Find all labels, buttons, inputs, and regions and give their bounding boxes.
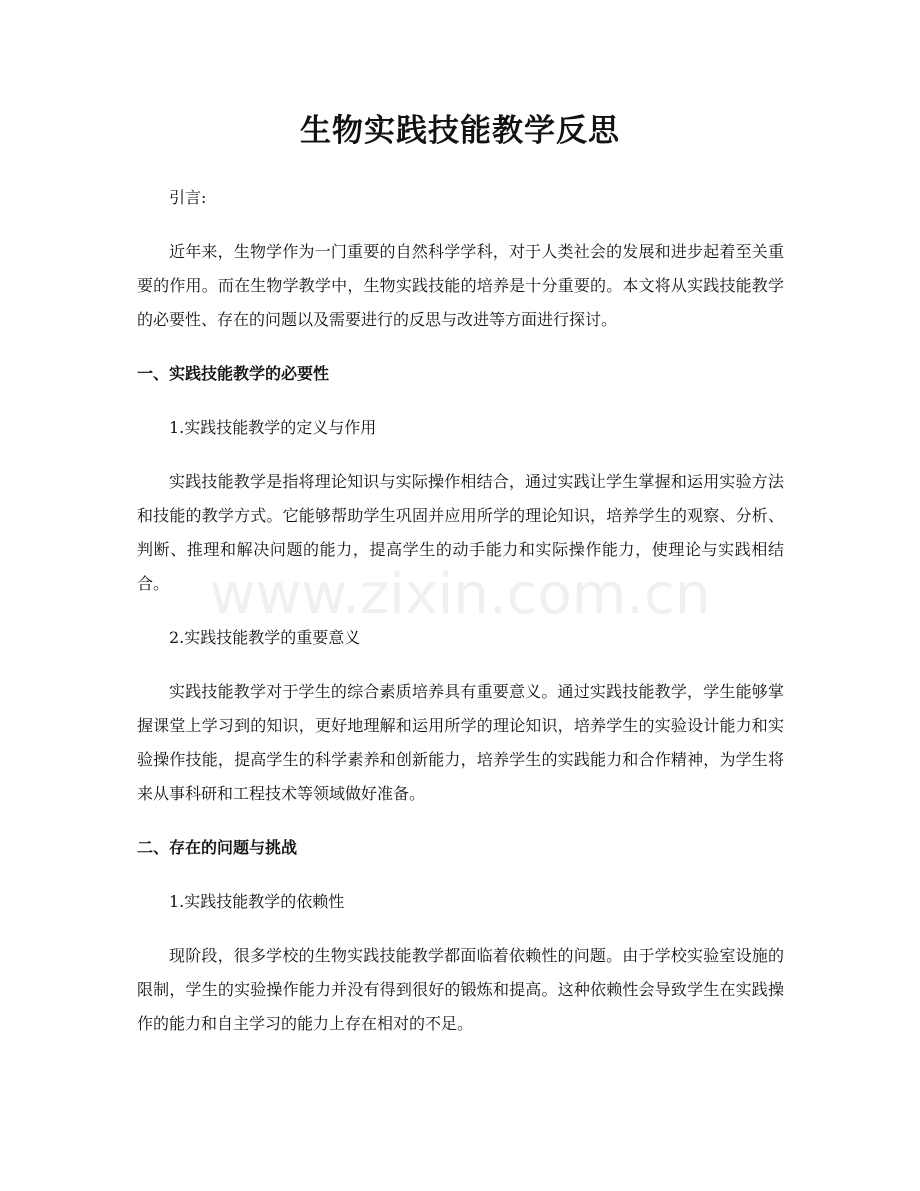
document-body: [137, 181, 784, 1061]
watermark: www.zixin.com.cn: [209, 562, 711, 627]
intro-paragraph: 近年来，生物学作为一门重要的自然科学学科，对于人类社会的发展和进步起着至关重要的作用。而在生物学教学中，生物实践技能的培养是十分重要的。本文将从实践技能教学的必要性、存在的问题以及需要进行的反思与改进等方面进行探讨。: [137, 242, 784, 329]
subsection-paragraph-1-2: 实践技能教学对于学生的综合素质培养具有重要意义。通过实践技能教学，学生能够掌握课堂上学习到的知识，更好地理解和运用所学的理论知识，培养学生的实验设计能力和实验操作技能，提高学生的科学素养和创新能力，培养学生的实践能力和合作精神，为学生将来从事科研和工程技术等领域做好准备。: [137, 682, 784, 803]
section-heading-2: 二、存在的问题与挑战: [137, 838, 298, 857]
subsection-heading-2-1: 1.实践技能教学的依赖性: [169, 892, 345, 911]
intro-label: 引言:: [169, 188, 207, 207]
subsection-heading-1-2: 2.实践技能教学的重要意义: [169, 628, 361, 647]
subsection-paragraph-1-1: 实践技能教学是指将理论知识与实际操作相结合，通过实践让学生掌握和运用实验方法和技能的教学方式。它能够帮助学生巩固并应用所学的理论知识，培养学生的观察、分析、判断、推理和解决问题的能力，提高学生的动手能力和实际操作能力，使理论与实践相结合。: [137, 472, 784, 593]
section-heading-1: 一、实践技能教学的必要性: [137, 364, 330, 383]
subsection-paragraph-2-1: 现阶段，很多学校的生物实践技能教学都面临着依赖性的问题。由于学校实验室设施的限制，学生的实验操作能力并没有得到很好的锻炼和提高。这种依赖性会导致学生在实践操作的能力和自主学习的能力上存在相对的不足。: [137, 946, 784, 1033]
subsection-heading-1-1: 1.实践技能教学的定义与作用: [169, 418, 377, 437]
document-title: 生物实践技能教学反思: [300, 113, 620, 149]
